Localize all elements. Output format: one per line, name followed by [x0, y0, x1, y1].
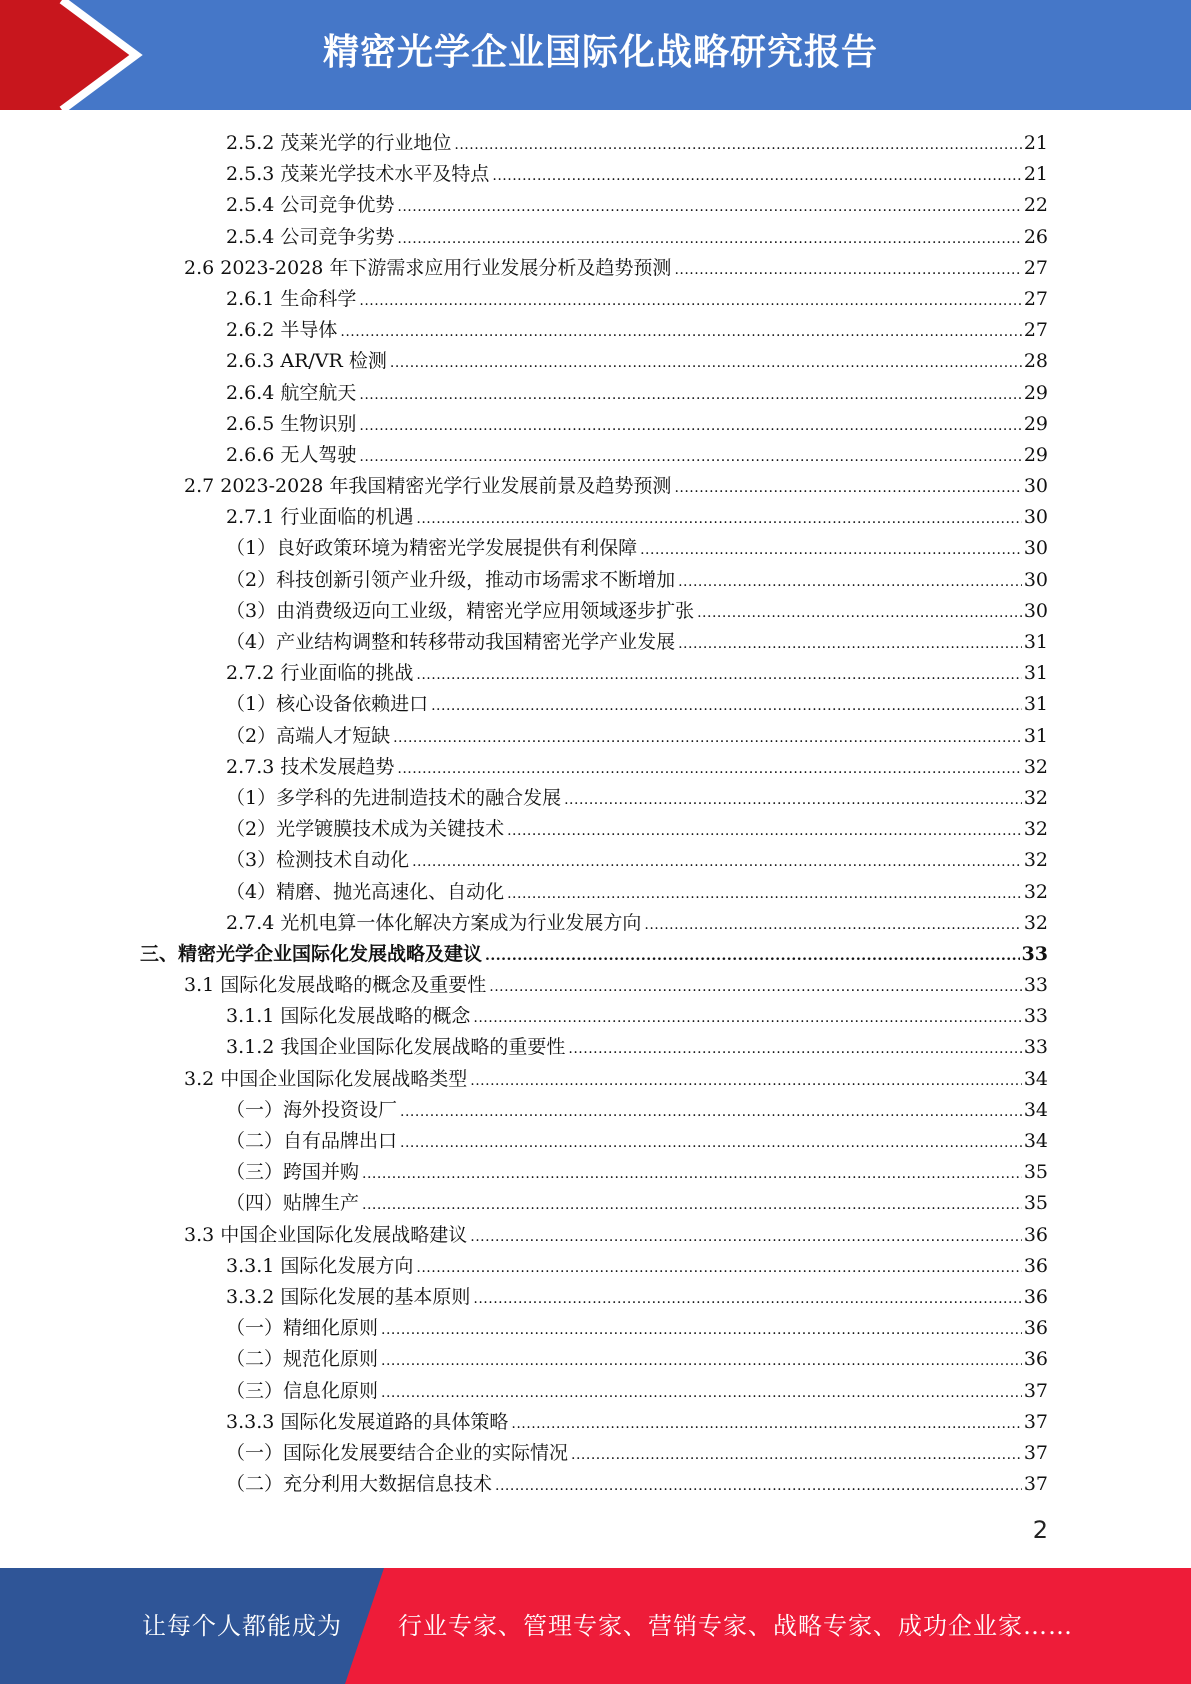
toc-dot-leader	[495, 1471, 1022, 1502]
toc-entry-page: 31	[1023, 662, 1048, 685]
toc-dot-leader	[400, 1128, 1022, 1159]
page-number: 2	[1032, 1516, 1048, 1544]
toc-entry-title: 2.5.3 茂莱光学技术水平及特点	[226, 163, 490, 186]
toc-entry-page: 30	[1023, 475, 1048, 498]
toc-entry[interactable]	[140, 346, 1048, 377]
toc-entry-page: 31	[1023, 631, 1048, 653]
toc-dot-leader	[511, 1409, 1021, 1440]
toc-entry-page: 30	[1023, 537, 1048, 560]
toc-entry[interactable]	[140, 1064, 1048, 1095]
toc-entry[interactable]	[140, 502, 1048, 533]
table-of-contents	[140, 128, 1048, 1500]
toc-dot-leader	[454, 130, 1021, 161]
toc-entry[interactable]	[140, 533, 1048, 564]
toc-entry-title: （1）良好政策环境为精密光学发展提供有利保障	[226, 537, 638, 560]
toc-entry[interactable]	[140, 315, 1048, 346]
toc-dot-leader	[412, 847, 1022, 878]
toc-entry-page: 34	[1023, 1067, 1048, 1090]
toc-entry-page: 32	[1023, 818, 1048, 841]
toc-dot-leader	[470, 1066, 1022, 1097]
toc-entry-title: 2.6.2 半导体	[226, 319, 338, 342]
toc-entry[interactable]	[140, 128, 1048, 159]
toc-dot-leader	[571, 1440, 1022, 1471]
toc-entry[interactable]	[140, 284, 1048, 315]
toc-entry-title: （1）核心设备依赖进口	[226, 693, 429, 716]
toc-entry-title: （二）规范化原则	[226, 1348, 379, 1371]
toc-dot-leader	[362, 1159, 1022, 1190]
toc-entry[interactable]	[140, 970, 1048, 1001]
toc-entry-title: 2.5.4 公司竞争劣势	[226, 225, 395, 248]
toc-entry-page: 32	[1023, 755, 1048, 778]
toc-entry-title: 2.5.4 公司竞争优势	[226, 194, 395, 217]
toc-entry-title: 2.7.2 行业面临的挑战	[226, 662, 414, 685]
toc-dot-leader	[359, 442, 1021, 473]
toc-entry-page: 36	[1023, 1317, 1048, 1340]
toc-dot-leader	[416, 1253, 1021, 1284]
toc-entry[interactable]	[140, 471, 1048, 502]
toc-entry[interactable]	[140, 222, 1048, 253]
toc-entry-page: 27	[1023, 256, 1048, 279]
toc-entry-title: 三、精密光学企业国际化发展战略及建议	[140, 942, 483, 965]
toc-dot-leader	[640, 535, 1022, 566]
toc-entry[interactable]	[140, 1251, 1048, 1282]
toc-entry[interactable]	[140, 845, 1048, 876]
toc-entry-title: （二）自有品牌出口	[226, 1130, 398, 1152]
toc-dot-leader	[381, 1378, 1022, 1409]
toc-entry-title: 3.2 中国企业国际化发展战略类型	[184, 1067, 468, 1090]
toc-dot-leader	[381, 1315, 1022, 1346]
toc-entry[interactable]	[140, 190, 1048, 221]
toc-entry[interactable]	[140, 752, 1048, 783]
toc-entry-page: 36	[1023, 1348, 1048, 1371]
toc-entry-page: 36	[1023, 1223, 1048, 1246]
toc-entry[interactable]	[140, 1126, 1048, 1157]
toc-dot-leader	[381, 1346, 1022, 1377]
toc-entry[interactable]	[140, 1438, 1048, 1469]
toc-entry-page: 37	[1023, 1441, 1048, 1464]
toc-entry-title: （四）贴牌生产	[226, 1192, 360, 1215]
header-red-arrow-decoration	[0, 0, 150, 110]
toc-entry[interactable]	[140, 1313, 1048, 1344]
footer-slogan-right: 行业专家、管理专家、营销专家、战略专家、成功企业家……	[398, 1612, 1073, 1640]
toc-entry-title: （二）充分利用大数据信息技术	[226, 1473, 493, 1496]
toc-entry-title: （一）精细化原则	[226, 1317, 379, 1340]
toc-entry-title: 3.1.2 我国企业国际化发展战略的重要性	[226, 1036, 566, 1059]
toc-dot-leader	[678, 629, 1022, 660]
toc-entry-title: （一）国际化发展要结合企业的实际情况	[226, 1441, 569, 1464]
toc-entry-title: （一）海外投资设厂	[226, 1098, 398, 1121]
toc-entry-page: 27	[1023, 287, 1048, 310]
toc-entry[interactable]	[140, 253, 1048, 284]
report-title: 精密光学企业国际化战略研究报告	[322, 32, 878, 73]
toc-dot-leader	[362, 1190, 1022, 1221]
toc-entry-page: 26	[1023, 225, 1048, 248]
toc-entry-page: 28	[1023, 350, 1048, 373]
toc-entry-page: 34	[1023, 1098, 1048, 1121]
toc-entry-page: 30	[1023, 506, 1048, 529]
toc-entry-page: 37	[1023, 1410, 1048, 1433]
toc-dot-leader	[644, 910, 1021, 941]
toc-entry-title: 2.6.3 AR/VR 检测	[226, 350, 387, 373]
toc-dot-leader	[397, 754, 1021, 785]
toc-entry[interactable]	[140, 627, 1048, 658]
toc-entry[interactable]	[140, 877, 1048, 908]
toc-entry-title: 2.5.2 茂莱光学的行业地位	[226, 132, 452, 154]
toc-entry-page: 32	[1023, 880, 1048, 903]
toc-dot-leader	[340, 317, 1021, 348]
toc-entry[interactable]	[140, 1220, 1048, 1251]
toc-entry-title: 2.6.5 生物识别	[226, 412, 357, 435]
toc-entry-page: 37	[1023, 1379, 1048, 1402]
toc-entry-page: 29	[1023, 412, 1048, 435]
toc-dot-leader	[359, 380, 1021, 411]
toc-entry-page: 35	[1023, 1192, 1048, 1215]
toc-entry-title: 2.6.4 航空航天	[226, 381, 357, 404]
toc-entry-title: 2.6.1 生命科学	[226, 287, 357, 310]
toc-dot-leader	[359, 411, 1021, 442]
toc-entry-title: 2.6 2023-2028 年下游需求应用行业发展分析及趋势预测	[184, 256, 672, 279]
toc-dot-leader	[507, 816, 1022, 847]
toc-entry-title: 3.3.3 国际化发展道路的具体策略	[226, 1410, 509, 1433]
toc-entry-title: （2）科技创新引领产业升级，推动市场需求不断增加	[226, 568, 676, 591]
toc-entry-title: （4）产业结构调整和转移带动我国精密光学产业发展	[226, 631, 676, 653]
toc-entry[interactable]	[140, 409, 1048, 440]
toc-dot-leader	[416, 504, 1021, 535]
toc-dot-leader	[492, 161, 1021, 192]
toc-entry-title: （三）跨国并购	[226, 1161, 360, 1184]
toc-entry-page: 35	[1023, 1161, 1048, 1184]
toc-dot-leader	[489, 972, 1022, 1003]
page-footer	[0, 1568, 1191, 1684]
footer-slogan-left: 让每个人都能成为	[142, 1612, 342, 1640]
toc-entry-title: 3.3.2 国际化发展的基本原则	[226, 1285, 471, 1308]
toc-dot-leader	[564, 785, 1022, 816]
toc-dot-leader	[416, 660, 1021, 691]
toc-entry-page: 29	[1023, 381, 1048, 404]
page-header	[0, 0, 1191, 110]
toc-entry[interactable]	[140, 159, 1048, 190]
toc-entry-page: 31	[1023, 693, 1048, 716]
toc-entry-title: 2.6.6 无人驾驶	[226, 443, 357, 466]
toc-entry-page: 30	[1023, 568, 1048, 591]
toc-dot-leader	[674, 255, 1021, 286]
toc-dot-leader	[485, 941, 1020, 972]
toc-entry[interactable]	[140, 1188, 1048, 1219]
toc-entry-title: （3）检测技术自动化	[226, 849, 410, 872]
toc-entry-page: 34	[1023, 1130, 1048, 1152]
toc-dot-leader	[674, 473, 1021, 504]
toc-entry-title: （3）由消费级迈向工业级，精密光学应用领域逐步扩张	[226, 599, 695, 622]
toc-entry-page: 30	[1023, 599, 1048, 622]
toc-entry[interactable]	[140, 1469, 1048, 1500]
toc-entry-page: 22	[1023, 194, 1048, 217]
toc-dot-leader	[568, 1034, 1021, 1065]
toc-entry[interactable]	[140, 596, 1048, 627]
toc-entry-title: （三）信息化原则	[226, 1379, 379, 1402]
toc-entry[interactable]	[140, 1407, 1048, 1438]
toc-entry-page: 31	[1023, 724, 1048, 747]
toc-entry[interactable]	[140, 1282, 1048, 1313]
toc-entry-title: 2.7.4 光机电算一体化解决方案成为行业发展方向	[226, 911, 642, 934]
toc-dot-leader	[397, 192, 1021, 223]
toc-dot-leader	[431, 691, 1022, 722]
toc-entry-page: 27	[1023, 319, 1048, 342]
toc-dot-leader	[473, 1003, 1021, 1034]
toc-dot-leader	[390, 348, 1022, 379]
toc-entry-title: 3.1 国际化发展战略的概念及重要性	[184, 974, 487, 997]
toc-entry-title: （2）高端人才短缺	[226, 724, 391, 747]
toc-entry[interactable]	[140, 814, 1048, 845]
toc-entry-title: 2.7 2023-2028 年我国精密光学行业发展前景及趋势预测	[184, 475, 672, 498]
toc-entry-page: 32	[1023, 911, 1048, 934]
toc-entry[interactable]	[140, 1001, 1048, 1032]
toc-entry[interactable]	[140, 440, 1048, 471]
toc-entry[interactable]	[140, 689, 1048, 720]
toc-entry[interactable]	[140, 1157, 1048, 1188]
toc-entry[interactable]	[140, 721, 1048, 752]
toc-entry-page: 37	[1023, 1473, 1048, 1496]
toc-entry[interactable]	[140, 378, 1048, 409]
toc-entry-page: 32	[1023, 849, 1048, 872]
toc-entry-page: 33	[1021, 942, 1048, 965]
toc-entry-page: 33	[1023, 1005, 1048, 1028]
toc-dot-leader	[359, 286, 1021, 317]
toc-dot-leader	[393, 723, 1022, 754]
toc-dot-leader	[697, 598, 1022, 629]
toc-entry-title: 3.3 中国企业国际化发展战略建议	[184, 1223, 468, 1246]
toc-entry[interactable]	[140, 658, 1048, 689]
toc-entry-page: 33	[1023, 974, 1048, 997]
toc-entry-title: （4）精磨、抛光高速化、自动化	[226, 880, 505, 903]
toc-entry-page: 21	[1023, 132, 1048, 154]
toc-entry-title: 3.3.1 国际化发展方向	[226, 1254, 414, 1277]
toc-dot-leader	[473, 1284, 1021, 1315]
toc-entry-page: 33	[1023, 1036, 1048, 1059]
toc-entry-page: 36	[1023, 1254, 1048, 1277]
toc-dot-leader	[400, 1097, 1022, 1128]
toc-entry[interactable]	[140, 565, 1048, 596]
toc-entry[interactable]	[140, 1095, 1048, 1126]
toc-entry[interactable]	[140, 939, 1048, 970]
toc-entry[interactable]	[140, 1344, 1048, 1375]
toc-entry-title: 2.7.3 技术发展趋势	[226, 755, 395, 778]
toc-entry-title: 3.1.1 国际化发展战略的概念	[226, 1005, 471, 1028]
toc-entry-page: 32	[1023, 786, 1048, 809]
toc-dot-leader	[507, 879, 1022, 910]
toc-dot-leader	[678, 567, 1022, 598]
toc-dot-leader	[470, 1222, 1022, 1253]
toc-entry[interactable]	[140, 1376, 1048, 1407]
toc-entry-page: 21	[1023, 163, 1048, 186]
toc-entry-page: 29	[1023, 443, 1048, 466]
toc-entry[interactable]	[140, 1032, 1048, 1063]
toc-entry[interactable]	[140, 783, 1048, 814]
toc-entry-title: （2）光学镀膜技术成为关键技术	[226, 818, 505, 841]
toc-entry[interactable]	[140, 908, 1048, 939]
toc-entry-page: 36	[1023, 1285, 1048, 1308]
toc-dot-leader	[397, 224, 1021, 255]
toc-entry-title: （1）多学科的先进制造技术的融合发展	[226, 786, 562, 809]
toc-entry-title: 2.7.1 行业面临的机遇	[226, 506, 414, 529]
